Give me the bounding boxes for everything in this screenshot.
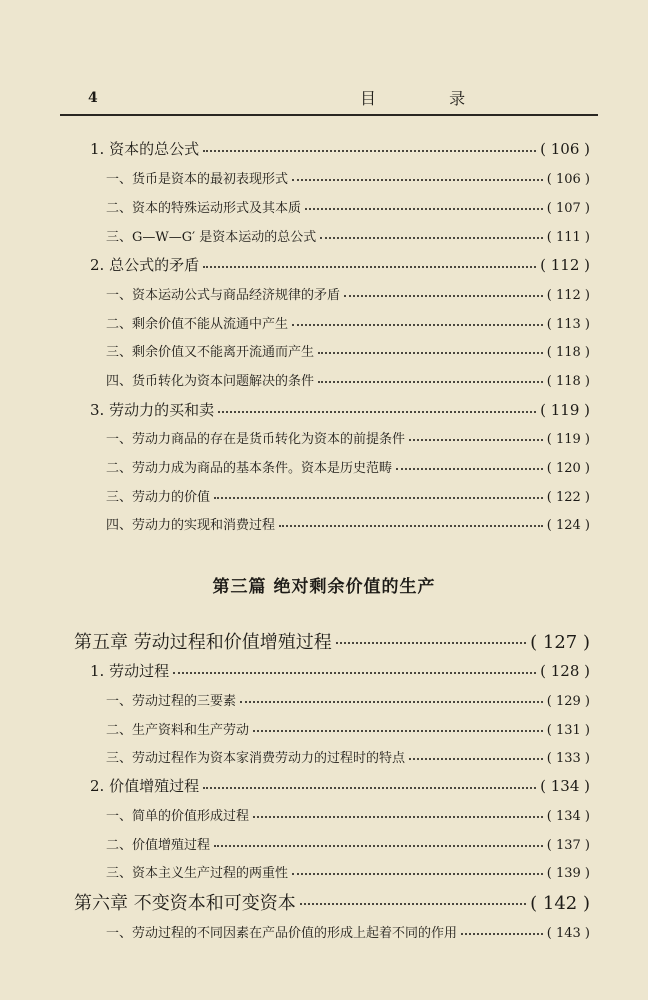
toc-entry-title: 1. 劳动过程	[90, 662, 170, 680]
toc-entry-title: 三、劳动力的价值	[106, 490, 211, 505]
toc-entry-page: ( 139 )	[546, 866, 590, 881]
toc-entry-subsection[interactable]	[106, 341, 590, 360]
toc-entry-page: ( 106 )	[546, 172, 590, 187]
dot-leader	[320, 237, 543, 239]
toc-entry-subsection[interactable]	[106, 805, 590, 824]
toc-entry-subsection[interactable]	[106, 922, 590, 941]
dot-leader	[409, 758, 543, 760]
dot-leader	[203, 150, 536, 152]
toc-entry-subsection[interactable]	[106, 457, 590, 476]
toc-entry-title: 三、剩余价值又不能离开流通而产生	[106, 345, 315, 360]
toc-entry-title: 三、G—W—G′ 是资本运动的总公式	[106, 230, 317, 245]
toc-entry-section[interactable]	[90, 660, 590, 681]
toc-entry-title: 3. 劳动力的买和卖	[90, 401, 215, 419]
toc-entry-title: 四、劳动力的实现和消费过程	[106, 518, 276, 533]
toc-entry-page: ( 113 )	[546, 317, 590, 332]
toc-entry-page: ( 137 )	[546, 838, 590, 853]
toc-entry-title: 2. 价值增殖过程	[90, 777, 200, 795]
toc-entry-title: 一、劳动过程的不同因素在产品价值的形成上起着不同的作用	[106, 926, 458, 941]
dot-leader	[292, 324, 543, 326]
toc-entry-title: 第五章 劳动过程和价值增殖过程	[74, 632, 332, 653]
dot-leader	[396, 468, 543, 470]
toc-entry-page: ( 122 )	[546, 490, 590, 505]
toc-entry-title: 二、价值增殖过程	[106, 838, 211, 853]
toc-entry-title: 二、资本的特殊运动形式及其本质	[106, 201, 302, 216]
toc-entry-page: ( 111 )	[546, 230, 590, 245]
toc-entry-page: ( 119 )	[540, 401, 590, 419]
toc-entry-subsection[interactable]	[106, 370, 590, 389]
toc-entry-title: 三、资本主义生产过程的两重性	[106, 866, 289, 881]
dot-leader	[305, 208, 543, 210]
toc-entry-page: ( 118 )	[546, 374, 590, 389]
page-header	[60, 84, 598, 116]
toc-entry-subsection[interactable]	[106, 168, 590, 187]
toc-entry-title: 二、生产资料和生产劳动	[106, 723, 250, 738]
part-heading: 第三篇 绝对剩余价值的生产	[212, 577, 436, 597]
toc-entry-subsection[interactable]	[106, 690, 590, 709]
toc-entry-page: ( 129 )	[546, 694, 590, 709]
dot-leader	[292, 179, 543, 181]
toc-entry-title: 二、剩余价值不能从流通中产生	[106, 317, 289, 332]
dot-leader	[203, 266, 536, 268]
dot-leader	[214, 845, 543, 847]
toc-entry-subsection[interactable]	[106, 834, 590, 853]
dot-leader	[214, 497, 543, 499]
toc-entry-page: ( 127 )	[530, 632, 590, 653]
toc-entry-title: 一、简单的价值形成过程	[106, 809, 250, 824]
toc-entry-title: 一、货币是资本的最初表现形式	[106, 172, 289, 187]
dot-leader	[336, 642, 526, 644]
dot-leader	[253, 816, 543, 818]
dot-leader	[300, 903, 526, 905]
toc-entry-section[interactable]	[90, 254, 590, 275]
toc-entry-title: 四、货币转化为资本问题解决的条件	[106, 374, 315, 389]
toc-entry-page: ( 142 )	[530, 893, 590, 914]
toc-entry-subsection[interactable]	[106, 428, 590, 447]
toc-entry-page: ( 112 )	[546, 288, 590, 303]
toc-entry-section[interactable]	[90, 138, 590, 159]
toc-entry-subsection[interactable]	[106, 719, 590, 738]
dot-leader	[173, 672, 536, 674]
toc-entry-title: 一、劳动力商品的存在是货币转化为资本的前提条件	[106, 432, 406, 447]
toc-entry-page: ( 124 )	[546, 518, 590, 533]
toc-entry-page: ( 134 )	[546, 809, 590, 824]
toc-entry-page: ( 133 )	[546, 751, 590, 766]
toc-entry-subsection[interactable]	[106, 284, 590, 303]
toc-entry-page: ( 107 )	[546, 201, 590, 216]
toc-entry-title: 二、劳动力成为商品的基本条件。资本是历史范畴	[106, 461, 393, 476]
toc-entry-subsection[interactable]	[106, 226, 590, 245]
toc-entry-section[interactable]	[90, 399, 590, 420]
toc-entry-page: ( 112 )	[540, 256, 590, 274]
toc-entry-page: ( 120 )	[546, 461, 590, 476]
toc-entry-subsection[interactable]	[106, 197, 590, 216]
toc-entry-title: 三、劳动过程作为资本家消费劳动力的过程时的特点	[106, 751, 406, 766]
toc-entry-page: ( 128 )	[540, 662, 590, 680]
page-title: 目 录	[360, 89, 500, 108]
toc-entry-page: ( 134 )	[540, 777, 590, 795]
toc-entry-page: ( 119 )	[546, 432, 590, 447]
dot-leader	[318, 352, 543, 354]
toc-entry-title: 一、劳动过程的三要素	[106, 694, 237, 709]
toc-entry-title: 一、资本运动公式与商品经济规律的矛盾	[106, 288, 341, 303]
dot-leader	[279, 525, 543, 527]
toc-entry-subsection[interactable]	[106, 514, 590, 533]
dot-leader	[218, 411, 536, 413]
toc-entry-section[interactable]	[90, 775, 590, 796]
toc-entry-page: ( 106 )	[540, 140, 590, 158]
toc-entry-chapter[interactable]	[74, 889, 590, 915]
toc-entry-subsection[interactable]	[106, 747, 590, 766]
toc-entry-title: 第六章 不变资本和可变资本	[74, 893, 296, 914]
dot-leader	[292, 873, 543, 875]
toc-entry-subsection[interactable]	[106, 486, 590, 505]
dot-leader	[240, 701, 543, 703]
toc-entry-subsection[interactable]	[106, 313, 590, 332]
dot-leader	[461, 933, 543, 935]
toc-entry-subsection[interactable]	[106, 862, 590, 881]
toc-entry-title: 2. 总公式的矛盾	[90, 256, 200, 274]
page-number: 4	[88, 90, 98, 106]
dot-leader	[344, 295, 543, 297]
toc-entry-page: ( 118 )	[546, 345, 590, 360]
toc-entry-page: ( 143 )	[546, 926, 590, 941]
dot-leader	[409, 439, 543, 441]
toc-entry-chapter[interactable]	[74, 628, 590, 654]
dot-leader	[253, 730, 543, 732]
toc-entry-page: ( 131 )	[546, 723, 590, 738]
dot-leader	[203, 787, 536, 789]
toc-entry-title: 1. 资本的总公式	[90, 140, 200, 158]
dot-leader	[318, 381, 543, 383]
